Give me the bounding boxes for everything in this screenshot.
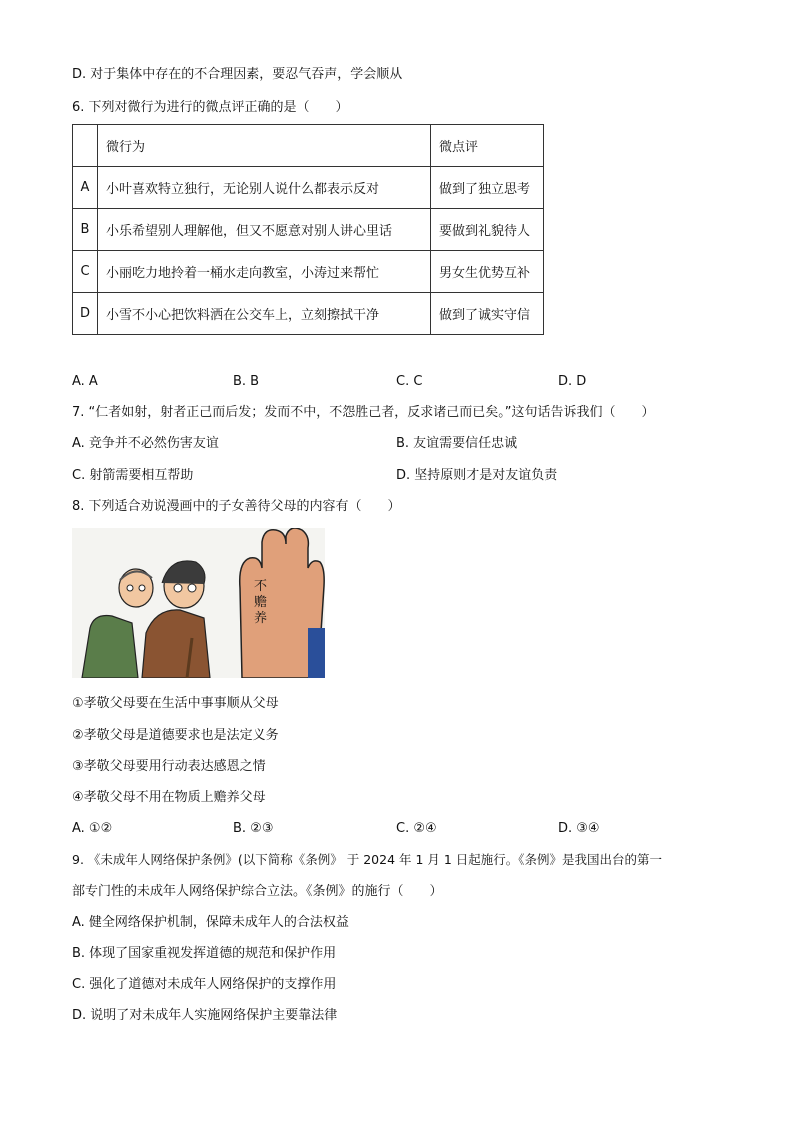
row-letter: B: [73, 209, 98, 251]
q8-statement-1: ①孝敬父母要在生活中事事顺从父母: [72, 696, 279, 711]
q8-option-c: C. ②④: [396, 821, 437, 836]
cartoon-text: 不 赡 养: [254, 579, 268, 626]
row-action: 小叶喜欢特立独行，无论别人说什么都表示反对: [98, 167, 431, 209]
row-action: 小乐希望别人理解他，但又不愿意对别人讲心里话: [98, 209, 431, 251]
table-row: [73, 209, 544, 251]
table-row: [73, 251, 544, 293]
row-action: 小丽吃力地拎着一桶水走向教室，小涛过来帮忙: [98, 251, 431, 293]
row-letter: D: [73, 293, 98, 335]
q7-option-b: B. 友谊需要信任忠诚: [396, 436, 518, 451]
q6-option-d: D. D: [558, 374, 587, 389]
row-comment: 男女生优势互补: [431, 251, 544, 293]
cartoon-image: [72, 528, 325, 678]
q9-option-b: B. 体现了国家重视发挥道德的规范和保护作用: [72, 946, 337, 961]
q8-option-d: D. ③④: [558, 821, 600, 836]
row-comment: 做到了诚实守信: [431, 293, 544, 335]
q8-statement-3: ③孝敬父母要用行动表达感恩之情: [72, 759, 266, 774]
q5-option-d: D. 对于集体中存在的不合理因素，要忍气吞声，学会顺从: [72, 67, 403, 82]
q9-option-d: D. 说明了对未成年人实施网络保护主要靠法律: [72, 1008, 338, 1023]
q7-option-a: A. 竞争并不必然伤害友谊: [72, 436, 219, 451]
table-header-cell: [73, 125, 98, 167]
table-row: [73, 167, 544, 209]
q8-statement-4: ④孝敬父母不用在物质上赡养父母: [72, 790, 266, 805]
table-header-cell: 微行为: [98, 125, 431, 167]
q6-option-a: A. A: [72, 374, 98, 389]
q6-stem: 6. 下列对微行为进行的微点评正确的是（ ）: [72, 100, 349, 115]
table-header-row: [73, 125, 544, 167]
q7-option-d: D. 坚持原则才是对友谊负责: [396, 468, 558, 483]
q8-option-a: A. ①②: [72, 821, 113, 836]
q8-statement-2: ②孝敬父母是道德要求也是法定义务: [72, 728, 279, 743]
q6-option-c: C. C: [396, 374, 423, 389]
q9-stem-line1: 9. 《未成年人网络保护条例》(以下简称《条例》 于 2024 年 1 月 1 日起施行。《条例》是我国出台的第一: [72, 852, 663, 867]
q7-stem: 7. “仁者如射，射者正己而后发；发而不中，不怨胜己者，反求诸己而已矣。”这句话告诉我们（ ）: [72, 405, 655, 420]
row-comment: 要做到礼貌待人: [431, 209, 544, 251]
row-letter: C: [73, 251, 98, 293]
q9-option-a: A. 健全网络保护机制，保障未成年人的合法权益: [72, 915, 349, 930]
row-comment: 做到了独立思考: [431, 167, 544, 209]
q6-table: [72, 124, 544, 335]
q6-option-b: B. B: [233, 374, 260, 389]
q9-option-c: C. 强化了道德对未成年人网络保护的支撑作用: [72, 977, 337, 992]
table-row: [73, 293, 544, 335]
row-action: 小雪不小心把饮料洒在公交车上，立刻擦拭干净: [98, 293, 431, 335]
row-letter: A: [73, 167, 98, 209]
q7-option-c: C. 射箭需要相互帮助: [72, 468, 194, 483]
q8-stem: 8. 下列适合劝说漫画中的子女善待父母的内容有（ ）: [72, 499, 401, 514]
q8-option-b: B. ②③: [233, 821, 274, 836]
table-header-cell: 微点评: [431, 125, 544, 167]
q9-stem-line2: 部专门性的未成年人网络保护综合立法。《条例》的施行（ ）: [72, 884, 443, 899]
